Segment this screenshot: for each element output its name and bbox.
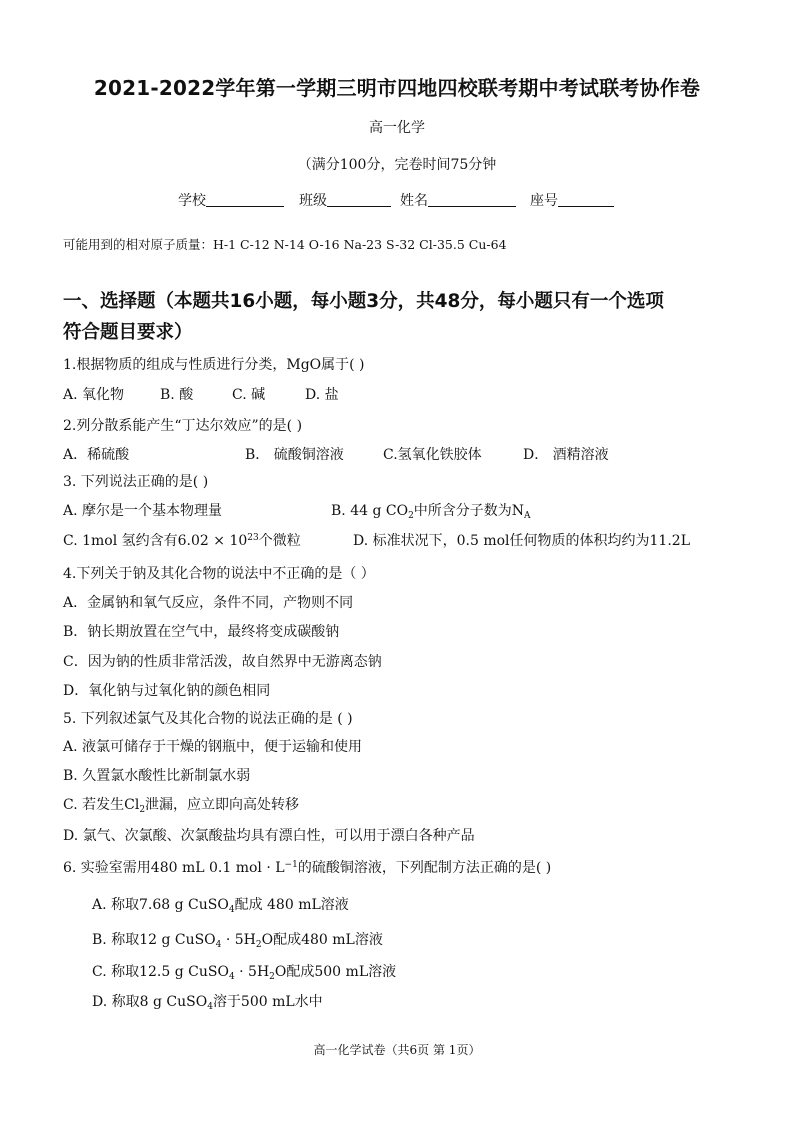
atomic-masses-note: 可能用到的相对原子质量：H-1 C-12 N-14 O-16 Na-23 S-32 Cl-35.5 Cu-64 [63, 237, 507, 252]
class-blank[interactable] [327, 192, 391, 207]
q2-option-b: B． 硫酸铜溶液 [245, 447, 344, 463]
question-3-options-row1 [0, 500, 794, 520]
name-label: 姓名 [400, 193, 428, 209]
q6-option-a: A. 称取7.68 g CuSO$_4$配成 480 mL溶液 [92, 897, 349, 915]
q4-option-a: A．金属钠和氧气反应，条件不同，产物则不同 [63, 595, 354, 611]
seat-label: 座号 [530, 193, 558, 209]
question-1-options [0, 384, 794, 404]
q6-option-b: B. 称取12 g CuSO$_4$ · $5H_2O$配成480 mL溶液 [92, 932, 383, 950]
q2-option-c: C.氢氧化铁胶体 [383, 447, 482, 463]
q6-option-c: C. 称取12.5 g CuSO$_4$ · $5H_2O$配成500 mL溶液 [92, 964, 397, 982]
question-3-options-row2 [0, 530, 794, 550]
q4-option-d: D．氧化钠与过氧化钠的颜色相同 [63, 683, 271, 699]
q3-option-b: B. 44 g $CO_2$中所含分子数为$N_A$ [331, 503, 531, 521]
subject-line: 高一化学 [369, 120, 425, 136]
q5-option-d: D. 氯气、次氯酸、次氯酸盐均具有漂白性，可以用于漂白各种产品 [63, 828, 475, 844]
q1-option-a: A. 氧化物 [63, 387, 125, 403]
q3-option-d: D. 标准状况下，0.5 mol任何物质的体积均约为11.2L [353, 533, 690, 549]
class-label: 班级 [299, 193, 327, 209]
q4-option-b: B．钠长期放置在空气中，最终将变成碳酸钠 [63, 624, 340, 640]
q5-option-c: C. 若发生$Cl_2$泄漏，应立即向高处转移 [63, 797, 300, 815]
question-2-stem: 2.列分散系能产生“丁达尔效应”的是( ) [63, 418, 303, 434]
q3-option-a: A. 摩尔是一个基本物理量 [63, 503, 223, 519]
q3-option-c: C. 1mol 氢约含有$6.02 \times 10^{23}$个微粒 [63, 533, 301, 549]
seat-blank[interactable] [558, 192, 614, 207]
q2-option-d: D． 酒精溶液 [523, 447, 609, 463]
scoring-line: （满分100分，完卷时间75分钟 [297, 157, 497, 173]
school-blank[interactable] [206, 192, 284, 207]
q2-option-a: A．稀硫酸 [63, 447, 130, 463]
section-heading-line2: 符合题目要求） [63, 322, 193, 343]
q1-option-c: C. 碱 [232, 387, 266, 403]
question-3-stem: 3. 下列说法正确的是( ) [63, 474, 209, 490]
name-blank[interactable] [428, 192, 516, 207]
page-footer: 高一化学试卷（共6页 第 1页） [313, 1043, 481, 1057]
question-1-stem: 1.根据物质的组成与性质进行分类，MgO属于( ) [63, 357, 365, 373]
question-6-stem: 6. 实验室需用480 mL 0.1 mol · $L^{-1}$的硫酸铜溶液，下列配制方法正确的是( ) [63, 860, 552, 876]
question-4-stem: 4.下列关于钠及其化合物的说法中不正确的是（ ） [63, 566, 375, 582]
q5-option-b: B. 久置氯水酸性比新制氯水弱 [63, 768, 251, 784]
question-2-options [0, 444, 794, 464]
exam-title: 2021-2022学年第一学期三明市四地四校联考期中考试联考协作卷 [93, 76, 701, 100]
school-label: 学校 [178, 193, 206, 209]
q5-option-a: A. 液氯可储存于干燥的钢瓶中，便于运输和使用 [63, 739, 363, 755]
question-5-stem: 5. 下列叙述氯气及其化合物的说法正确的是 ( ) [63, 711, 353, 727]
q4-option-c: C．因为钠的性质非常活泼，故自然界中无游离态钠 [63, 654, 382, 670]
q1-option-b: B. 酸 [160, 387, 194, 403]
q1-option-d: D. 盐 [305, 387, 339, 403]
q6-option-d: D. 称取8 g CuSO$_4$溶于500 mL水中 [92, 994, 323, 1012]
section-heading-line1: 一、选择题（本题共16小题，每小题3分，共48分，每小题只有一个选项 [63, 291, 664, 312]
